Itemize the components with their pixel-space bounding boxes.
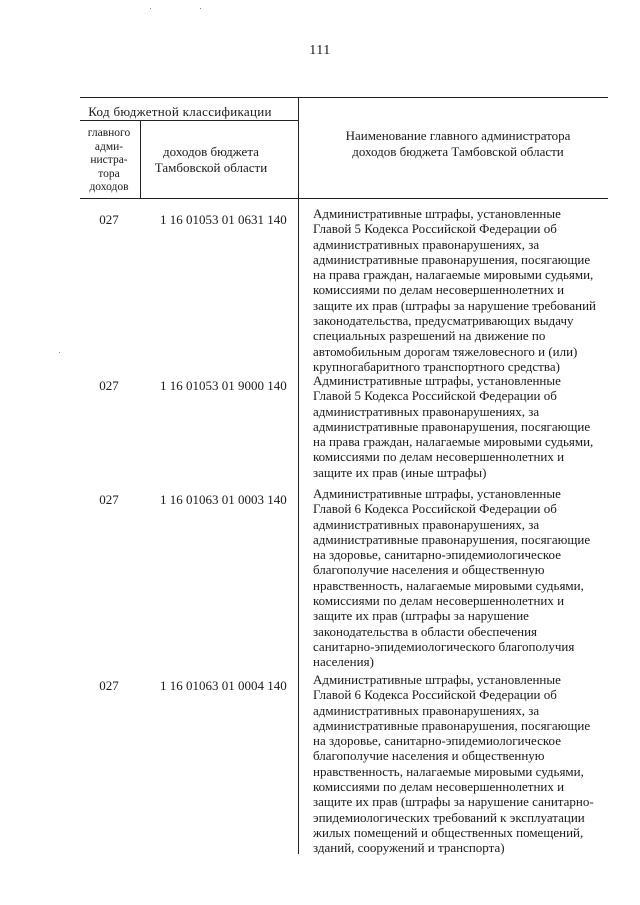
header-name-line: доходов бюджета Тамбовской области bbox=[352, 144, 564, 159]
description-line: Главой 5 Кодекса Российской Федерации об bbox=[313, 221, 557, 237]
scan-speck bbox=[200, 8, 201, 9]
description-line: населения) bbox=[313, 654, 374, 670]
description-line: Главой 5 Кодекса Российской Федерации об bbox=[313, 388, 557, 404]
description-line: Административные штрафы, установленные bbox=[313, 373, 561, 388]
header-name-column bbox=[308, 128, 608, 160]
description-line: административные правонарушения, посягающие bbox=[313, 531, 591, 547]
scan-speck bbox=[150, 8, 151, 9]
table-row-admin-code: 027 bbox=[99, 678, 119, 693]
table-row-kbk-code: 1 16 01053 01 9000 140 bbox=[160, 378, 287, 393]
description-line: административные правонарушения, посягающие bbox=[313, 717, 591, 733]
header-revenue-line: доходов бюджета bbox=[163, 144, 259, 159]
description-line: комиссиями по делам несовершеннолетних и bbox=[313, 593, 565, 609]
header-admin-line: главного bbox=[87, 127, 131, 139]
table-row-admin-code: 027 bbox=[99, 492, 119, 507]
description-line: благополучие населения и общественную bbox=[313, 562, 545, 578]
table-row-description bbox=[313, 373, 613, 480]
description-line: административных правонарушениях, за bbox=[313, 403, 540, 419]
table-row-kbk-code: 1 16 01053 01 0631 140 bbox=[160, 212, 287, 227]
description-line: нравственность, налагаемые мировыми судьями, bbox=[313, 577, 584, 593]
table-row-description bbox=[313, 672, 613, 856]
header-revenue-column bbox=[148, 144, 274, 176]
table-row-description bbox=[313, 486, 613, 670]
description-line: защите их прав (иные штрафы) bbox=[313, 464, 487, 480]
description-line: административные правонарушения, посягающие bbox=[313, 251, 591, 267]
description-line: комиссиями по делам несовершеннолетних и bbox=[313, 449, 565, 465]
table-row-admin-code: 027 bbox=[99, 378, 119, 393]
description-line: комиссиями по делам несовершеннолетних и bbox=[313, 282, 565, 298]
description-line: жилых помещений и общественных помещений, bbox=[313, 824, 584, 840]
header-bottom-rule bbox=[80, 198, 608, 199]
header-admin-line: адми- bbox=[94, 140, 124, 153]
description-line: административных правонарушениях, за bbox=[313, 516, 540, 532]
description-line: санитарно-эпидемиологического благополучия bbox=[313, 638, 575, 654]
description-line: зданий, сооружений и транспорта) bbox=[313, 840, 505, 856]
description-line: защите их прав (штрафы за нарушение bbox=[313, 608, 529, 624]
header-revenue-line: Тамбовской области bbox=[154, 160, 268, 175]
table-row-description bbox=[313, 206, 613, 374]
description-line: защите их прав (штрафы за нарушение требований bbox=[313, 297, 597, 313]
description-line: защите их прав (штрафы за нарушение санитарно- bbox=[313, 794, 594, 810]
table-row-kbk-code: 1 16 01063 01 0004 140 bbox=[160, 678, 287, 693]
header-group-underline bbox=[80, 120, 298, 121]
description-line: комиссиями по делам несовершеннолетних и bbox=[313, 779, 565, 795]
description-line: на права граждан, налагаемые мировыми судьями, bbox=[313, 434, 594, 450]
header-name-line: Наименование главного администратора bbox=[345, 128, 571, 143]
description-line: законодательства в области обеспечения bbox=[313, 623, 538, 639]
description-line: административные правонарушения, посягающие bbox=[313, 418, 591, 434]
description-line: благополучие населения и общественную bbox=[313, 748, 545, 764]
description-line: Главой 6 Кодекса Российской Федерации об bbox=[313, 501, 557, 517]
description-line: Административные штрафы, установленные bbox=[313, 672, 561, 687]
description-line: специальных разрешений на движение по bbox=[313, 328, 546, 344]
header-group-title: Код бюджетной классификации bbox=[88, 104, 272, 119]
description-line: эпидемиологических требований к эксплуатации bbox=[313, 809, 585, 825]
table-row-admin-code: 027 bbox=[99, 212, 119, 227]
page-number: 111 bbox=[309, 43, 331, 58]
description-line: административных правонарушениях, за bbox=[313, 236, 540, 252]
description-line: Главой 6 Кодекса Российской Федерации об bbox=[313, 687, 557, 703]
description-line: Административные штрафы, установленные bbox=[313, 486, 561, 501]
header-admin-column bbox=[80, 127, 138, 195]
header-admin-line: нистра- bbox=[90, 154, 128, 166]
description-line: на здоровье, санитарно-эпидемиологическое bbox=[313, 733, 561, 749]
description-line: на права граждан, налагаемые мировыми судьями, bbox=[313, 267, 594, 283]
description-line: законодательства, предусматривающих выдачу bbox=[313, 313, 574, 329]
table-row-kbk-code: 1 16 01063 01 0003 140 bbox=[160, 492, 287, 507]
description-line: нравственность, налагаемые мировыми судьями, bbox=[313, 763, 584, 779]
table-top-rule bbox=[80, 97, 608, 98]
description-line: Административные штрафы, установленные bbox=[313, 206, 561, 221]
description-line: автомобильным дорогам тяжеловесного и (или) bbox=[313, 343, 578, 359]
description-line: на здоровье, санитарно-эпидемиологическое bbox=[313, 547, 561, 563]
column-divider-name bbox=[298, 97, 299, 854]
header-admin-line: тора bbox=[98, 167, 120, 180]
scan-speck bbox=[59, 352, 60, 353]
column-divider-admin bbox=[140, 120, 141, 198]
description-line: крупногабаритного транспортного средства) bbox=[313, 358, 560, 374]
header-admin-line: доходов bbox=[89, 181, 129, 193]
description-line: административных правонарушениях, за bbox=[313, 702, 540, 718]
